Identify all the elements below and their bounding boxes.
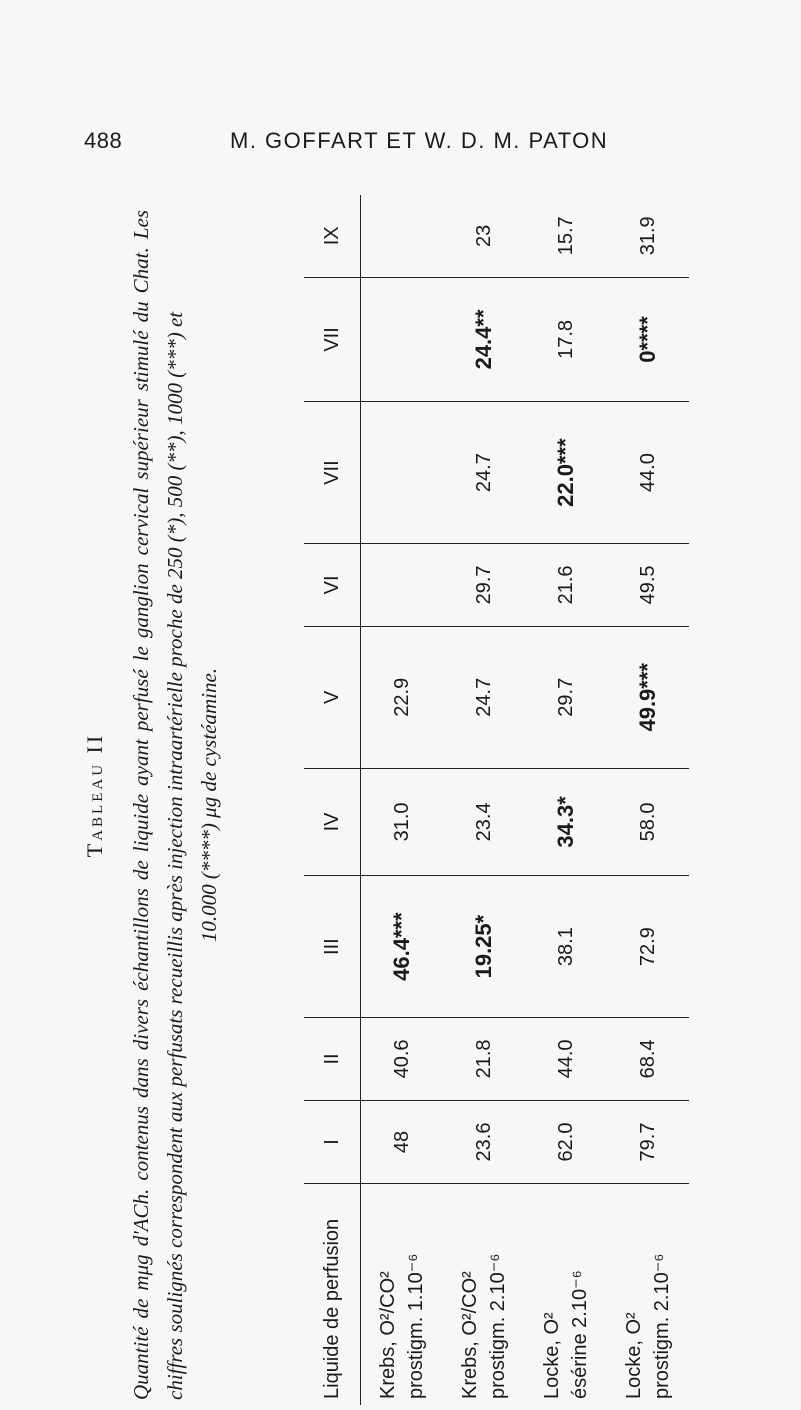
header-cell: VI [304,543,361,626]
header-cell: II [304,1017,361,1100]
table-cell: 29.7 [525,626,607,768]
table-cell: 38.1 [525,876,607,1018]
table-cell: 21.6 [525,543,607,626]
table-cell: 44.0 [525,1017,607,1100]
header-cell: VII [304,277,361,402]
row-label-line2: ésérine 2.10⁻⁶ [569,1270,591,1399]
table-row [525,195,607,1405]
table-cell: 24.4** [443,277,525,402]
table-row [607,195,689,1405]
table-cell [361,402,444,544]
table-cell: 23.6 [443,1100,525,1183]
table-cell: 46.4*** [361,876,444,1018]
running-head: M. GOFFART ET W. D. M. PATON [230,128,609,153]
row-label [443,1184,525,1406]
table-cell: 24.7 [443,402,525,544]
table-cell: 23 [443,195,525,277]
table-cell: 29.7 [443,543,525,626]
table-cell: 17.8 [525,277,607,402]
row-label-line1: Locke, O² [541,1312,563,1399]
table-cell: 72.9 [607,876,689,1018]
row-label [525,1184,607,1406]
table-cell: 23.4 [443,768,525,876]
table-cell: 21.8 [443,1017,525,1100]
row-label-line1: Locke, O² [623,1312,645,1399]
header-cell: IV [304,768,361,876]
header-cell: Liquide de perfusion [304,1184,361,1406]
table-row [443,195,525,1405]
table-cell [361,195,444,277]
table-cell [361,277,444,402]
data-table [304,195,689,1405]
table-cell: 40.6 [361,1017,444,1100]
row-label-line2: prostigm. 1.10⁻⁶ [405,1253,427,1399]
table-cell: 34.3* [525,768,607,876]
caption-last-line: 10.000 (****) μg de cystéamine. [197,667,221,943]
table-row [361,195,444,1405]
header-cell: VII [304,402,361,544]
table-cell: 15.7 [525,195,607,277]
header-cell: I [304,1100,361,1183]
header-cell: III [304,876,361,1018]
page-number: 488 [84,128,123,153]
table-caption [82,180,226,1410]
row-label-line1: Krebs, O²/CO² [377,1271,399,1399]
table-cell: 22.9 [361,626,444,768]
table-cell: 31.9 [607,195,689,277]
data-table-wrap [304,180,689,1410]
header-cell: IX [304,195,361,277]
caption-text [124,200,226,1410]
table-cell: 24.7 [443,626,525,768]
table-cell [361,543,444,626]
header-row [304,195,361,1405]
table-cell: 58.0 [607,768,689,876]
table-cell: 22.0*** [525,402,607,544]
table-cell: 68.4 [607,1017,689,1100]
table-cell: 31.0 [361,768,444,876]
table-title: Tableau II [82,732,107,858]
row-label [607,1184,689,1406]
row-label-line1: Krebs, O²/CO² [459,1271,481,1399]
row-label-line2: prostigm. 2.10⁻⁶ [487,1253,509,1399]
rotated-content [82,180,702,1410]
table-cell: 48 [361,1100,444,1183]
table-cell: 49.9*** [607,626,689,768]
table-cell: 62.0 [525,1100,607,1183]
table-cell: 49.5 [607,543,689,626]
table-cell: 0**** [607,277,689,402]
row-label-line2: prostigm. 2.10⁻⁶ [651,1253,673,1399]
header-cell: V [304,626,361,768]
row-label [361,1184,444,1406]
table-cell: 44.0 [607,402,689,544]
caption-body: Quantité de mμg d'ACh. contenus dans divers échantillons de liquide ayant perfusé le ganglion cervical supérieur stimulé du Chat. Les chiffres soulignés correspondent aux perfusats recueillis après injection intraartérielle proche de 250 (*), 500 (**), 1000 (***) et [129,210,187,1400]
table-cell: 79.7 [607,1100,689,1183]
table-cell: 19.25* [443,876,525,1018]
